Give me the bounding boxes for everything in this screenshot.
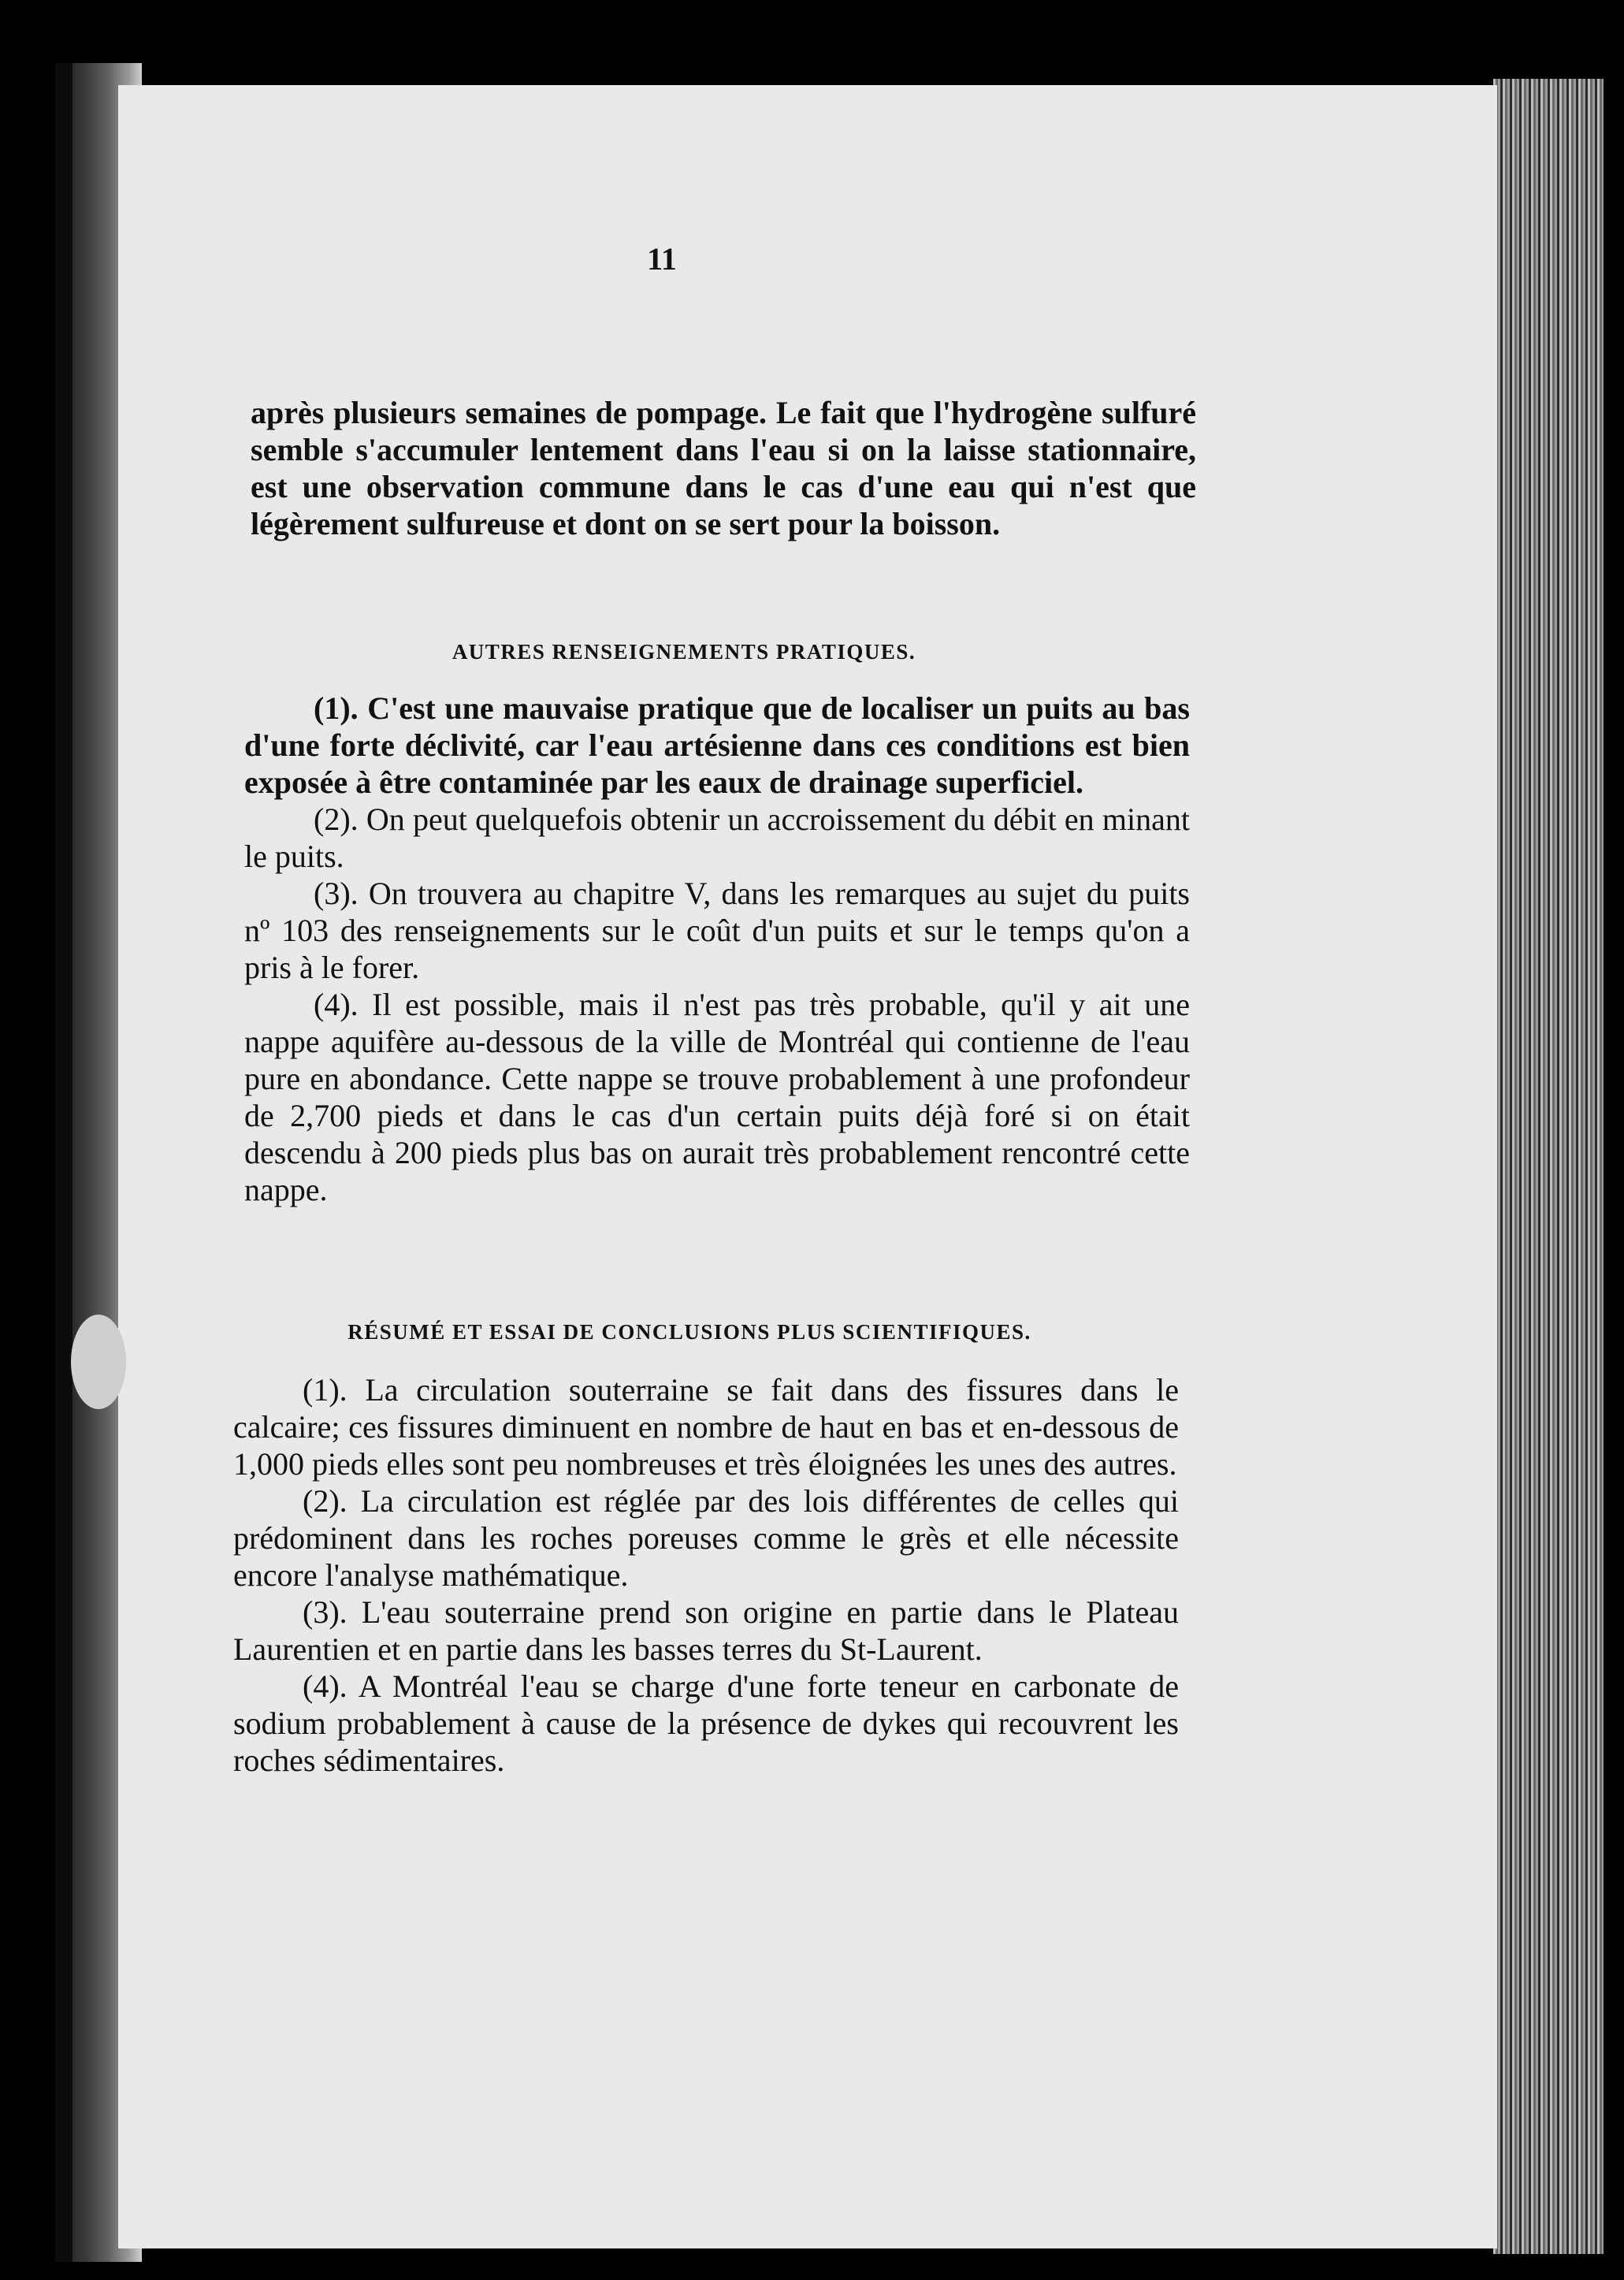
section-heading-resume: RÉSUMÉ ET ESSAI DE CONCLUSIONS PLUS SCIENTIFIQUES.	[347, 1320, 1031, 1344]
section-pratiques-body	[244, 690, 1190, 1208]
section-heading-pratiques: AUTRES RENSEIGNEMENTS PRATIQUES.	[452, 640, 916, 664]
paragraph-pratique-3: (3). On trouvera au chapitre V, dans les remarques au sujet du puits nº 103 des renseignements sur le coût d'un puits et sur le temps qu'on a pris à le forer.	[244, 876, 1190, 985]
paragraph-resume-4: (4). A Montréal l'eau se charge d'une forte teneur en carbonate de sodium probablement à cause de la présence de dykes qui recouvrent les roches sédimentaires.	[233, 1668, 1179, 1778]
book-left-edge	[55, 63, 72, 2262]
paragraph-resume-3: (3). L'eau souterraine prend son origine en partie dans le Plateau Laurentien et en partie dans les basses terres du St-Laurent.	[233, 1594, 1179, 1667]
margin-speck	[71, 1315, 126, 1409]
paragraph-pratique-4: (4). Il est possible, mais il n'est pas très probable, qu'il y ait une nappe aquifère au-dessous de la ville de Montréal qui contienne de l'eau pure en abondance. Cette nappe se trouve probablement à une profondeur de 2,700 pieds et dans le cas d'un certain puits déjà foré si on était descendu à 200 pieds plus bas on aurait très probablement rencontré cette nappe.	[244, 987, 1190, 1207]
intro-paragraph	[251, 394, 1196, 542]
paragraph-pratique-1: (1). C'est une mauvaise pratique que de localiser un puits au bas d'une forte déclivité, car l'eau artésienne dans ces conditions est bien exposée à être contaminée par les eaux de drainage superficiel.	[244, 690, 1190, 800]
section-resume-body	[233, 1371, 1179, 1779]
page-number: 11	[647, 241, 677, 277]
book-page-stack-edge	[1493, 79, 1604, 2254]
intro-paragraph-text: après plusieurs semaines de pompage. Le fait que l'hydrogène sulfuré semble s'accumuler lentement dans l'eau si on la laisse stationnaire, est une observation commune dans le cas d'une eau qui n'est que légèrement sulfureuse et dont on se sert pour la boisson.	[251, 395, 1196, 541]
paragraph-resume-1: (1). La circulation souterraine se fait dans des fissures dans le calcaire; ces fissures diminuent en nombre de haut en bas et en-dessous de 1,000 pieds elles sont peu nombreuses et très éloignées les unes des autres.	[233, 1372, 1179, 1482]
paragraph-pratique-2: (2). On peut quelquefois obtenir un accroissement du débit en minant le puits.	[244, 802, 1190, 874]
paragraph-resume-2: (2). La circulation est réglée par des lois différentes de celles qui prédominent dans les roches poreuses comme le grès et elle nécessite encore l'analyse mathématique.	[233, 1483, 1179, 1593]
